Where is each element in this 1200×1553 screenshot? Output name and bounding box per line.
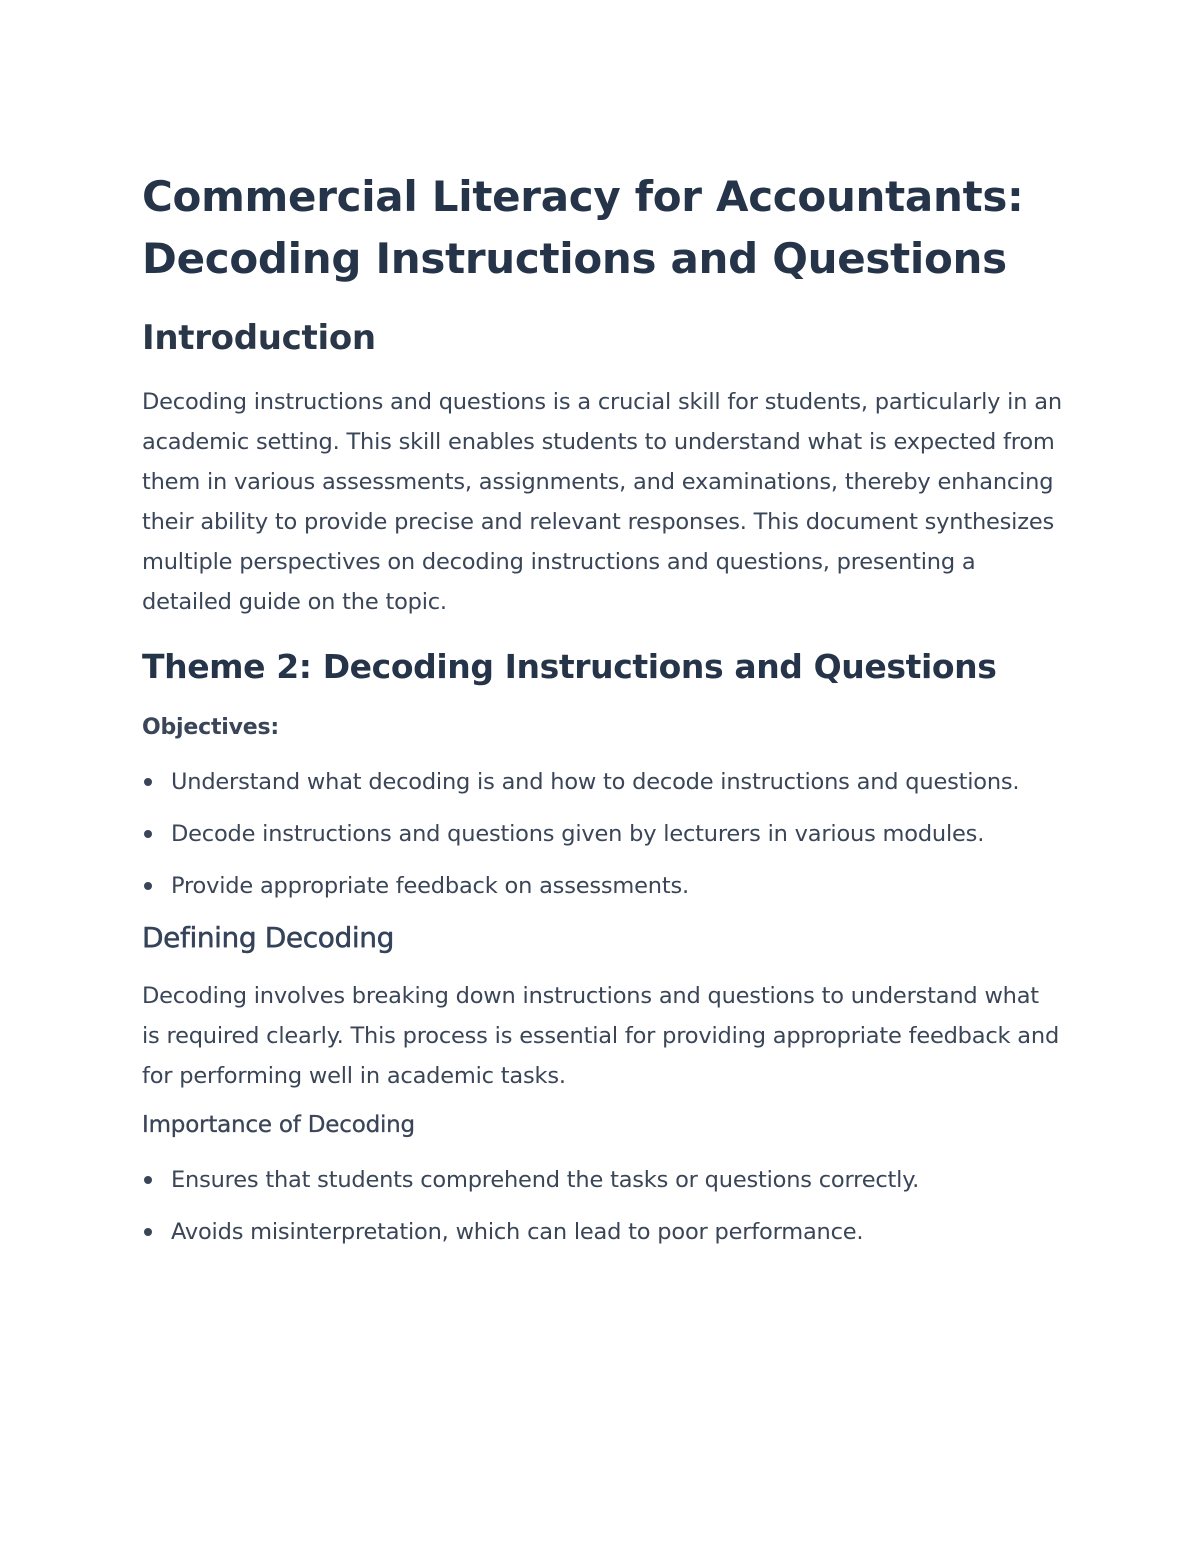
objective-text: Understand what decoding is and how to decode instructions and questions.: [171, 769, 1020, 795]
importance-heading: Importance of Decoding: [142, 1112, 415, 1138]
list-item: [142, 866, 1062, 907]
defining-heading: Defining Decoding: [142, 921, 394, 954]
list-item: [142, 1160, 1062, 1201]
introduction-heading: Introduction: [142, 318, 376, 358]
importance-text: Avoids misinterpretation, which can lead to poor performance.: [171, 1219, 864, 1245]
bullet-icon: [144, 882, 152, 890]
bullet-icon: [144, 1228, 152, 1236]
document-page: [142, 166, 1062, 1264]
bullet-icon: [144, 1176, 152, 1184]
objective-text: Decode instructions and questions given by lecturers in various modules.: [171, 821, 985, 847]
importance-text: Ensures that students comprehend the tasks or questions correctly.: [171, 1167, 920, 1193]
objectives-list: [142, 762, 1062, 907]
defining-paragraph: Decoding involves breaking down instructions and questions to understand what is required clearly. This process is essential for providing appropriate feedback and for performing well in academic tasks.: [142, 983, 1060, 1089]
bullet-icon: [144, 778, 152, 786]
objective-text: Provide appropriate feedback on assessments.: [171, 873, 689, 899]
objectives-label: Objectives:: [142, 715, 279, 740]
bullet-icon: [144, 830, 152, 838]
introduction-paragraph: Decoding instructions and questions is a crucial skill for students, particularly in an academic setting. This skill enables students to understand what is expected from them in various assessments, assignments, and examinations, thereby enhancing their ability to provide precise and relevant responses. This document synthesizes multiple perspectives on decoding instructions and questions, presenting a detailed guide on the topic.: [142, 389, 1062, 615]
list-item: [142, 814, 1062, 855]
list-item: [142, 762, 1062, 803]
document-title: Commercial Literacy for Accountants: Decoding Instructions and Questions: [142, 172, 1024, 283]
importance-list: [142, 1160, 1062, 1253]
theme-heading: Theme 2: Decoding Instructions and Questions: [142, 647, 997, 686]
list-item: [142, 1212, 1062, 1253]
